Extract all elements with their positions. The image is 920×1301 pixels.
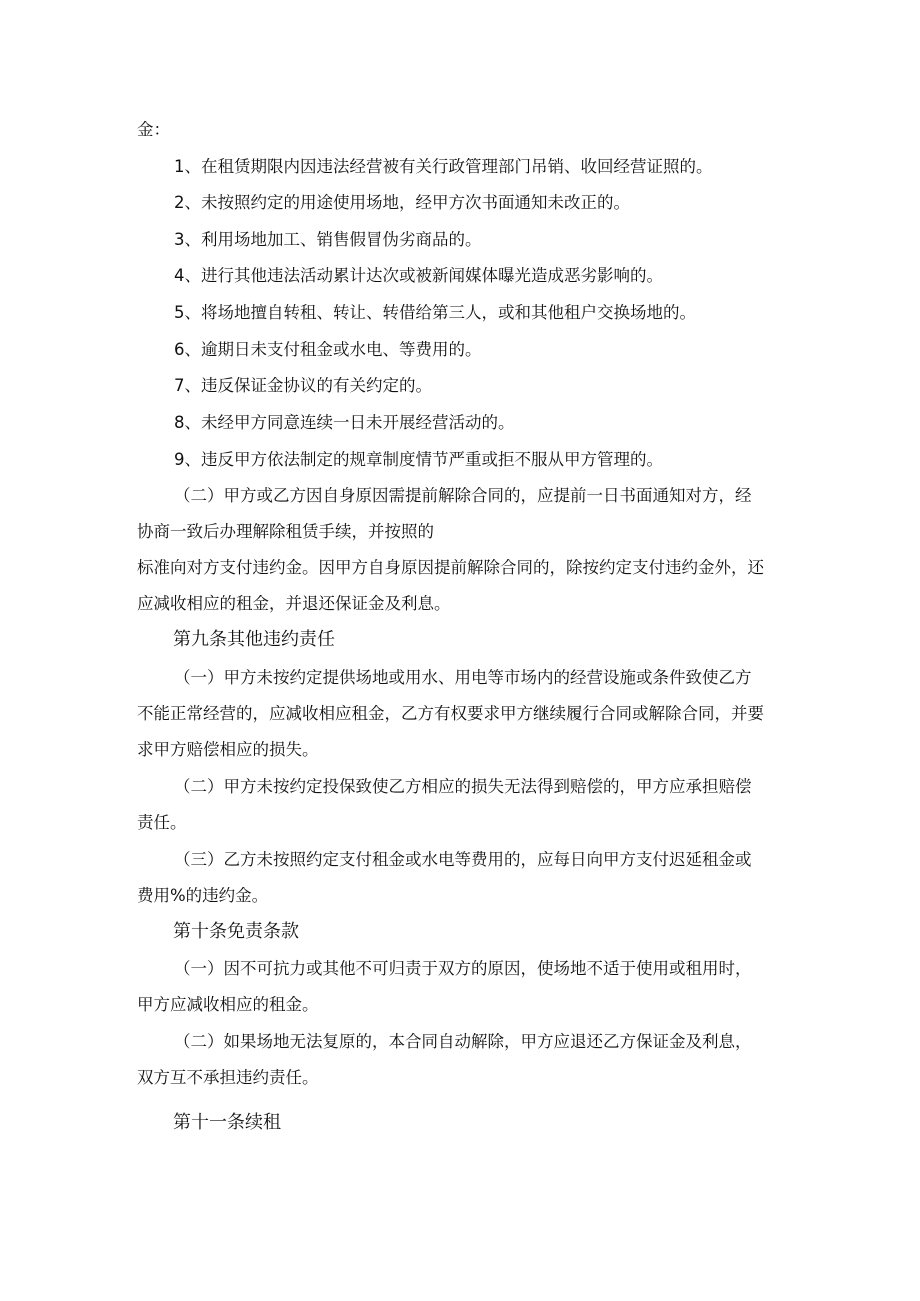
- article-10-heading: 第十条免责条款: [173, 921, 299, 942]
- termination-item-4: 4、进行其他违法活动累计达次或被新闻媒体曝光造成恶劣影响的。: [174, 266, 663, 285]
- early-termination-line-3: 标准向对方支付违约金。因甲方自身原因提前解除合同的，除按约定支付违约金外，还: [137, 558, 764, 577]
- termination-item-8: 8、未经甲方同意连续一日未开展经营活动的。: [174, 413, 515, 432]
- article-9-clause-1-line-1: （一）甲方未按约定提供场地或用水、用电等市场内的经营设施或条件致使乙方: [174, 668, 752, 687]
- article-9-heading: 第九条其他违约责任: [173, 629, 335, 650]
- article-10-clause-2-line-1: （二）如果场地无法复原的，本合同自动解除，甲方应退还乙方保证金及利息，: [174, 1032, 752, 1051]
- article-10-clause-2-line-2: 双方互不承担违约责任。: [137, 1068, 319, 1087]
- termination-item-6: 6、逾期日未支付租金或水电、等费用的。: [174, 340, 482, 359]
- article-9-clause-3-line-1: （三）乙方未按照约定支付租金或水电等费用的，应每日向甲方支付迟延租金或: [174, 850, 752, 869]
- early-termination-line-2: 协商一致后办理解除租赁手续，并按照的: [137, 522, 434, 541]
- termination-item-7: 7、违反保证金协议的有关约定的。: [174, 376, 432, 395]
- intro-text: 金：: [137, 120, 170, 139]
- article-9-clause-3-line-2: 费用%的违约金。: [137, 886, 269, 905]
- article-10-clause-1-line-1: （一）因不可抗力或其他不可归责于双方的原因，使场地不适于使用或租用时，: [174, 959, 752, 978]
- article-9-clause-2-line-2: 责任。: [137, 813, 187, 832]
- termination-item-3: 3、利用场地加工、销售假冒伪劣商品的。: [174, 230, 482, 249]
- article-10-clause-1-line-2: 甲方应减收相应的租金。: [137, 995, 319, 1014]
- early-termination-line-4: 应减收相应的租金，并退还保证金及利息。: [137, 594, 451, 613]
- termination-item-2: 2、未按照约定的用途使用场地，经甲方次书面通知未改正的。: [174, 193, 630, 212]
- termination-item-9: 9、违反甲方依法制定的规章制度情节严重或拒不服从甲方管理的。: [174, 450, 663, 469]
- article-11-heading: 第十一条续租: [173, 1112, 281, 1133]
- early-termination-line-1: （二）甲方或乙方因自身原因需提前解除合同的，应提前一日书面通知对方，经: [174, 486, 752, 505]
- article-9-clause-1-line-2: 不能正常经营的，应减收相应租金，乙方有权要求甲方继续履行合同或解除合同，并要: [137, 704, 764, 723]
- termination-item-5: 5、将场地擅自转租、转让、转借给第三人，或和其他租户交换场地的。: [174, 303, 696, 322]
- termination-item-1: 1、在租赁期限内因违法经营被有关行政管理部门吊销、收回经营证照的。: [174, 157, 713, 176]
- article-9-clause-2-line-1: （二）甲方未按约定投保致使乙方相应的损失无法得到赔偿的，甲方应承担赔偿: [174, 777, 752, 796]
- article-9-clause-1-line-3: 求甲方赔偿相应的损失。: [137, 740, 319, 759]
